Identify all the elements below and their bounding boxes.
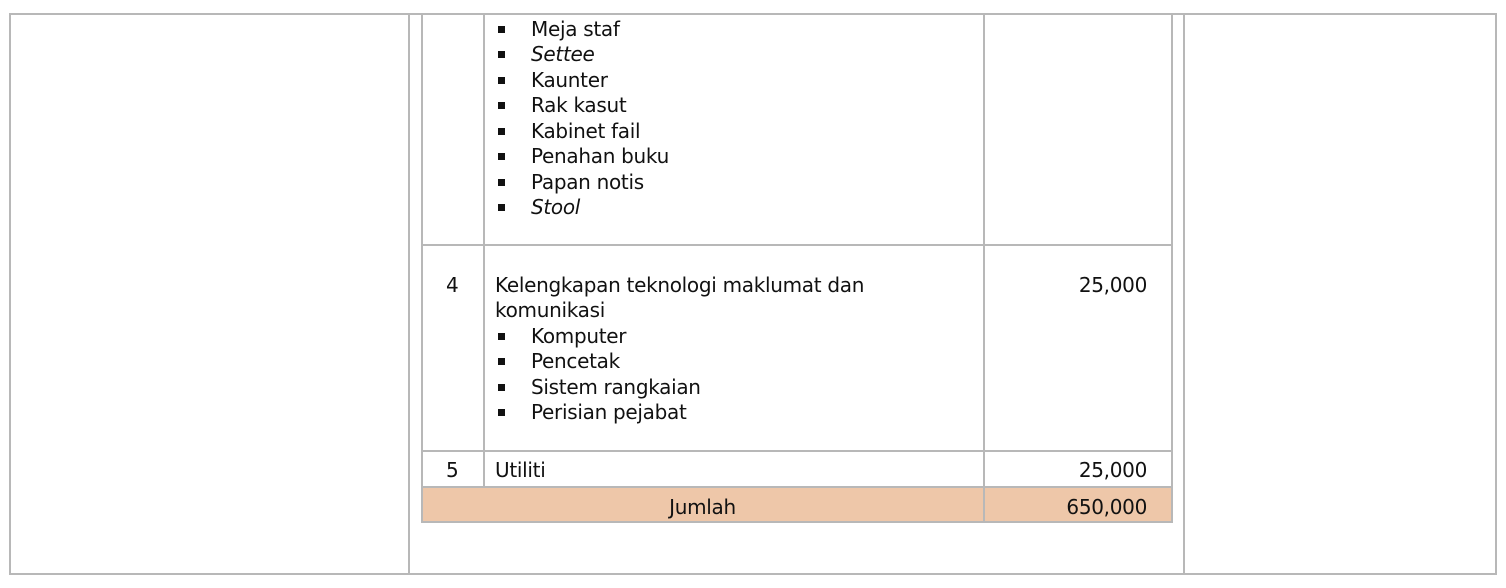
- column-divider-amount: [983, 13, 985, 523]
- row4-amount: 25,000: [1078, 273, 1147, 297]
- list-item: Meja staf: [531, 17, 620, 41]
- bullet-icon: [498, 153, 505, 160]
- list-item: Pencetak: [531, 349, 620, 373]
- outer-column-divider-left: [408, 13, 410, 575]
- list-item: Rak kasut: [531, 93, 627, 117]
- row5-title: Utiliti: [495, 458, 546, 482]
- list-item: Kabinet fail: [531, 119, 641, 143]
- bullet-icon: [498, 384, 505, 391]
- list-item: Stool: [531, 195, 581, 219]
- row-divider-3-4: [421, 244, 1173, 246]
- row4-number: 4: [446, 273, 459, 297]
- list-item: Papan notis: [531, 170, 644, 194]
- row4-title-line1: Kelengkapan teknologi maklumat dan: [495, 273, 865, 297]
- row-divider-4-5: [421, 450, 1173, 452]
- total-label: Jumlah: [669, 495, 736, 519]
- list-item: Penahan buku: [531, 144, 669, 168]
- bullet-icon: [498, 51, 505, 58]
- list-item: Sistem rangkaian: [531, 375, 701, 399]
- bullet-icon: [498, 333, 505, 340]
- bullet-icon: [498, 204, 505, 211]
- row4-title-line2: komunikasi: [495, 298, 605, 322]
- inner-top-border: [421, 13, 1173, 15]
- list-item: Settee: [531, 42, 595, 66]
- row5-amount: 25,000: [1078, 458, 1147, 482]
- bullet-icon: [498, 26, 505, 33]
- row5-number: 5: [446, 458, 459, 482]
- bullet-icon: [498, 179, 505, 186]
- bullet-icon: [498, 128, 505, 135]
- bullet-icon: [498, 102, 505, 109]
- list-item: Komputer: [531, 324, 627, 348]
- total-amount: 650,000: [1066, 495, 1147, 519]
- list-item: Kaunter: [531, 68, 608, 92]
- bullet-icon: [498, 77, 505, 84]
- row-divider-5-total: [421, 486, 1173, 488]
- column-divider-no: [483, 13, 485, 487]
- list-item: Perisian pejabat: [531, 400, 687, 424]
- bullet-icon: [498, 409, 505, 416]
- outer-column-divider-right: [1183, 13, 1185, 575]
- bullet-icon: [498, 358, 505, 365]
